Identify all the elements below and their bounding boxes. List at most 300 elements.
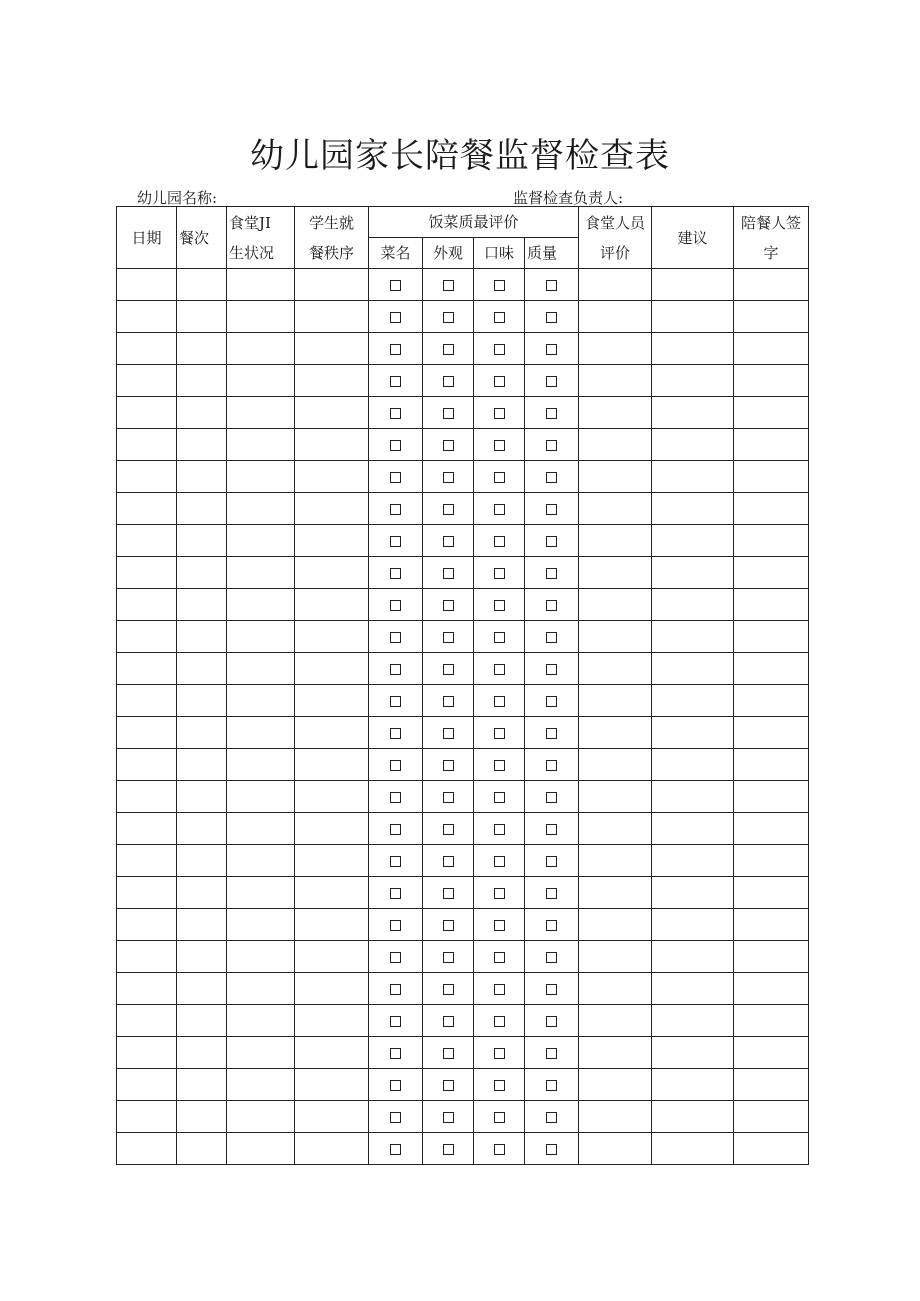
appearance-checkbox[interactable] <box>443 1112 454 1123</box>
taste-checkbox[interactable] <box>494 408 505 419</box>
staff-evaluation-cell[interactable] <box>579 429 652 461</box>
date-cell[interactable] <box>117 877 177 909</box>
meal-cell[interactable] <box>177 493 227 525</box>
meal-cell[interactable] <box>177 525 227 557</box>
appearance-checkbox[interactable] <box>443 952 454 963</box>
meal-cell[interactable] <box>177 877 227 909</box>
taste-checkbox[interactable] <box>494 632 505 643</box>
signature-cell[interactable] <box>734 461 809 493</box>
quality-checkbox[interactable] <box>546 568 557 579</box>
date-cell[interactable] <box>117 1133 177 1165</box>
signature-cell[interactable] <box>734 877 809 909</box>
staff-evaluation-cell[interactable] <box>579 909 652 941</box>
canteen-hygiene-cell[interactable] <box>227 589 295 621</box>
staff-evaluation-cell[interactable] <box>579 781 652 813</box>
suggestion-cell[interactable] <box>652 781 734 813</box>
dish-name-checkbox[interactable] <box>390 1080 401 1091</box>
suggestion-cell[interactable] <box>652 1069 734 1101</box>
dish-name-checkbox[interactable] <box>390 888 401 899</box>
quality-checkbox[interactable] <box>546 1048 557 1059</box>
canteen-hygiene-cell[interactable] <box>227 717 295 749</box>
taste-checkbox[interactable] <box>494 984 505 995</box>
canteen-hygiene-cell[interactable] <box>227 397 295 429</box>
canteen-hygiene-cell[interactable] <box>227 525 295 557</box>
quality-checkbox[interactable] <box>546 632 557 643</box>
staff-evaluation-cell[interactable] <box>579 941 652 973</box>
suggestion-cell[interactable] <box>652 269 734 301</box>
canteen-hygiene-cell[interactable] <box>227 909 295 941</box>
dining-order-cell[interactable] <box>295 813 369 845</box>
dining-order-cell[interactable] <box>295 1037 369 1069</box>
staff-evaluation-cell[interactable] <box>579 973 652 1005</box>
meal-cell[interactable] <box>177 653 227 685</box>
appearance-checkbox[interactable] <box>443 984 454 995</box>
quality-checkbox[interactable] <box>546 312 557 323</box>
canteen-hygiene-cell[interactable] <box>227 365 295 397</box>
signature-cell[interactable] <box>734 1069 809 1101</box>
appearance-checkbox[interactable] <box>443 760 454 771</box>
dining-order-cell[interactable] <box>295 493 369 525</box>
signature-cell[interactable] <box>734 1037 809 1069</box>
date-cell[interactable] <box>117 301 177 333</box>
staff-evaluation-cell[interactable] <box>579 589 652 621</box>
dining-order-cell[interactable] <box>295 333 369 365</box>
taste-checkbox[interactable] <box>494 472 505 483</box>
signature-cell[interactable] <box>734 781 809 813</box>
dining-order-cell[interactable] <box>295 589 369 621</box>
dining-order-cell[interactable] <box>295 461 369 493</box>
dish-name-checkbox[interactable] <box>390 1112 401 1123</box>
appearance-checkbox[interactable] <box>443 344 454 355</box>
date-cell[interactable] <box>117 941 177 973</box>
date-cell[interactable] <box>117 397 177 429</box>
appearance-checkbox[interactable] <box>443 376 454 387</box>
appearance-checkbox[interactable] <box>443 824 454 835</box>
quality-checkbox[interactable] <box>546 696 557 707</box>
appearance-checkbox[interactable] <box>443 696 454 707</box>
dining-order-cell[interactable] <box>295 557 369 589</box>
staff-evaluation-cell[interactable] <box>579 365 652 397</box>
canteen-hygiene-cell[interactable] <box>227 1133 295 1165</box>
quality-checkbox[interactable] <box>546 344 557 355</box>
meal-cell[interactable] <box>177 781 227 813</box>
signature-cell[interactable] <box>734 525 809 557</box>
staff-evaluation-cell[interactable] <box>579 1037 652 1069</box>
staff-evaluation-cell[interactable] <box>579 1133 652 1165</box>
taste-checkbox[interactable] <box>494 504 505 515</box>
suggestion-cell[interactable] <box>652 653 734 685</box>
canteen-hygiene-cell[interactable] <box>227 1005 295 1037</box>
meal-cell[interactable] <box>177 397 227 429</box>
canteen-hygiene-cell[interactable] <box>227 845 295 877</box>
taste-checkbox[interactable] <box>494 664 505 675</box>
quality-checkbox[interactable] <box>546 952 557 963</box>
taste-checkbox[interactable] <box>494 600 505 611</box>
dish-name-checkbox[interactable] <box>390 760 401 771</box>
dining-order-cell[interactable] <box>295 941 369 973</box>
canteen-hygiene-cell[interactable] <box>227 1069 295 1101</box>
staff-evaluation-cell[interactable] <box>579 525 652 557</box>
appearance-checkbox[interactable] <box>443 792 454 803</box>
suggestion-cell[interactable] <box>652 973 734 1005</box>
dish-name-checkbox[interactable] <box>390 952 401 963</box>
staff-evaluation-cell[interactable] <box>579 269 652 301</box>
suggestion-cell[interactable] <box>652 621 734 653</box>
quality-checkbox[interactable] <box>546 728 557 739</box>
quality-checkbox[interactable] <box>546 1016 557 1027</box>
appearance-checkbox[interactable] <box>443 920 454 931</box>
dish-name-checkbox[interactable] <box>390 440 401 451</box>
meal-cell[interactable] <box>177 333 227 365</box>
appearance-checkbox[interactable] <box>443 536 454 547</box>
signature-cell[interactable] <box>734 941 809 973</box>
quality-checkbox[interactable] <box>546 280 557 291</box>
appearance-checkbox[interactable] <box>443 632 454 643</box>
appearance-checkbox[interactable] <box>443 728 454 739</box>
meal-cell[interactable] <box>177 365 227 397</box>
quality-checkbox[interactable] <box>546 856 557 867</box>
signature-cell[interactable] <box>734 1133 809 1165</box>
dish-name-checkbox[interactable] <box>390 632 401 643</box>
dish-name-checkbox[interactable] <box>390 1016 401 1027</box>
canteen-hygiene-cell[interactable] <box>227 1037 295 1069</box>
appearance-checkbox[interactable] <box>443 888 454 899</box>
signature-cell[interactable] <box>734 653 809 685</box>
meal-cell[interactable] <box>177 1005 227 1037</box>
suggestion-cell[interactable] <box>652 1005 734 1037</box>
suggestion-cell[interactable] <box>652 333 734 365</box>
canteen-hygiene-cell[interactable] <box>227 1101 295 1133</box>
taste-checkbox[interactable] <box>494 536 505 547</box>
appearance-checkbox[interactable] <box>443 600 454 611</box>
canteen-hygiene-cell[interactable] <box>227 653 295 685</box>
signature-cell[interactable] <box>734 717 809 749</box>
appearance-checkbox[interactable] <box>443 440 454 451</box>
dish-name-checkbox[interactable] <box>390 792 401 803</box>
canteen-hygiene-cell[interactable] <box>227 557 295 589</box>
dining-order-cell[interactable] <box>295 365 369 397</box>
dining-order-cell[interactable] <box>295 653 369 685</box>
suggestion-cell[interactable] <box>652 941 734 973</box>
taste-checkbox[interactable] <box>494 920 505 931</box>
appearance-checkbox[interactable] <box>443 504 454 515</box>
quality-checkbox[interactable] <box>546 376 557 387</box>
signature-cell[interactable] <box>734 493 809 525</box>
meal-cell[interactable] <box>177 429 227 461</box>
quality-checkbox[interactable] <box>546 408 557 419</box>
canteen-hygiene-cell[interactable] <box>227 685 295 717</box>
signature-cell[interactable] <box>734 909 809 941</box>
signature-cell[interactable] <box>734 813 809 845</box>
date-cell[interactable] <box>117 269 177 301</box>
date-cell[interactable] <box>117 525 177 557</box>
date-cell[interactable] <box>117 333 177 365</box>
date-cell[interactable] <box>117 1005 177 1037</box>
dish-name-checkbox[interactable] <box>390 696 401 707</box>
quality-checkbox[interactable] <box>546 536 557 547</box>
dish-name-checkbox[interactable] <box>390 312 401 323</box>
suggestion-cell[interactable] <box>652 365 734 397</box>
dining-order-cell[interactable] <box>295 621 369 653</box>
canteen-hygiene-cell[interactable] <box>227 813 295 845</box>
dish-name-checkbox[interactable] <box>390 344 401 355</box>
suggestion-cell[interactable] <box>652 845 734 877</box>
appearance-checkbox[interactable] <box>443 408 454 419</box>
dish-name-checkbox[interactable] <box>390 472 401 483</box>
quality-checkbox[interactable] <box>546 824 557 835</box>
appearance-checkbox[interactable] <box>443 1048 454 1059</box>
appearance-checkbox[interactable] <box>443 664 454 675</box>
dish-name-checkbox[interactable] <box>390 376 401 387</box>
signature-cell[interactable] <box>734 621 809 653</box>
canteen-hygiene-cell[interactable] <box>227 973 295 1005</box>
taste-checkbox[interactable] <box>494 696 505 707</box>
staff-evaluation-cell[interactable] <box>579 1005 652 1037</box>
dining-order-cell[interactable] <box>295 1101 369 1133</box>
dining-order-cell[interactable] <box>295 301 369 333</box>
dish-name-checkbox[interactable] <box>390 920 401 931</box>
canteen-hygiene-cell[interactable] <box>227 781 295 813</box>
date-cell[interactable] <box>117 1069 177 1101</box>
signature-cell[interactable] <box>734 269 809 301</box>
suggestion-cell[interactable] <box>652 589 734 621</box>
dining-order-cell[interactable] <box>295 909 369 941</box>
suggestion-cell[interactable] <box>652 1037 734 1069</box>
signature-cell[interactable] <box>734 429 809 461</box>
dining-order-cell[interactable] <box>295 525 369 557</box>
dining-order-cell[interactable] <box>295 781 369 813</box>
date-cell[interactable] <box>117 909 177 941</box>
taste-checkbox[interactable] <box>494 1112 505 1123</box>
meal-cell[interactable] <box>177 1133 227 1165</box>
meal-cell[interactable] <box>177 973 227 1005</box>
signature-cell[interactable] <box>734 333 809 365</box>
dining-order-cell[interactable] <box>295 845 369 877</box>
dining-order-cell[interactable] <box>295 973 369 1005</box>
meal-cell[interactable] <box>177 621 227 653</box>
quality-checkbox[interactable] <box>546 1080 557 1091</box>
dish-name-checkbox[interactable] <box>390 408 401 419</box>
taste-checkbox[interactable] <box>494 1048 505 1059</box>
taste-checkbox[interactable] <box>494 760 505 771</box>
signature-cell[interactable] <box>734 973 809 1005</box>
date-cell[interactable] <box>117 685 177 717</box>
quality-checkbox[interactable] <box>546 920 557 931</box>
dish-name-checkbox[interactable] <box>390 536 401 547</box>
dining-order-cell[interactable] <box>295 749 369 781</box>
date-cell[interactable] <box>117 749 177 781</box>
signature-cell[interactable] <box>734 845 809 877</box>
meal-cell[interactable] <box>177 845 227 877</box>
canteen-hygiene-cell[interactable] <box>227 301 295 333</box>
date-cell[interactable] <box>117 813 177 845</box>
staff-evaluation-cell[interactable] <box>579 1101 652 1133</box>
date-cell[interactable] <box>117 845 177 877</box>
suggestion-cell[interactable] <box>652 685 734 717</box>
suggestion-cell[interactable] <box>652 525 734 557</box>
suggestion-cell[interactable] <box>652 493 734 525</box>
staff-evaluation-cell[interactable] <box>579 301 652 333</box>
suggestion-cell[interactable] <box>652 877 734 909</box>
meal-cell[interactable] <box>177 717 227 749</box>
taste-checkbox[interactable] <box>494 888 505 899</box>
canteen-hygiene-cell[interactable] <box>227 493 295 525</box>
suggestion-cell[interactable] <box>652 461 734 493</box>
appearance-checkbox[interactable] <box>443 856 454 867</box>
taste-checkbox[interactable] <box>494 1144 505 1155</box>
taste-checkbox[interactable] <box>494 792 505 803</box>
dish-name-checkbox[interactable] <box>390 600 401 611</box>
dining-order-cell[interactable] <box>295 1133 369 1165</box>
quality-checkbox[interactable] <box>546 888 557 899</box>
canteen-hygiene-cell[interactable] <box>227 941 295 973</box>
canteen-hygiene-cell[interactable] <box>227 877 295 909</box>
suggestion-cell[interactable] <box>652 557 734 589</box>
signature-cell[interactable] <box>734 685 809 717</box>
suggestion-cell[interactable] <box>652 909 734 941</box>
suggestion-cell[interactable] <box>652 749 734 781</box>
staff-evaluation-cell[interactable] <box>579 717 652 749</box>
dish-name-checkbox[interactable] <box>390 280 401 291</box>
dish-name-checkbox[interactable] <box>390 1144 401 1155</box>
date-cell[interactable] <box>117 429 177 461</box>
staff-evaluation-cell[interactable] <box>579 749 652 781</box>
quality-checkbox[interactable] <box>546 472 557 483</box>
suggestion-cell[interactable] <box>652 429 734 461</box>
dish-name-checkbox[interactable] <box>390 664 401 675</box>
meal-cell[interactable] <box>177 813 227 845</box>
dining-order-cell[interactable] <box>295 429 369 461</box>
staff-evaluation-cell[interactable] <box>579 557 652 589</box>
dish-name-checkbox[interactable] <box>390 824 401 835</box>
suggestion-cell[interactable] <box>652 813 734 845</box>
date-cell[interactable] <box>117 653 177 685</box>
taste-checkbox[interactable] <box>494 312 505 323</box>
date-cell[interactable] <box>117 493 177 525</box>
signature-cell[interactable] <box>734 1005 809 1037</box>
date-cell[interactable] <box>117 1037 177 1069</box>
meal-cell[interactable] <box>177 589 227 621</box>
suggestion-cell[interactable] <box>652 397 734 429</box>
date-cell[interactable] <box>117 1101 177 1133</box>
staff-evaluation-cell[interactable] <box>579 845 652 877</box>
date-cell[interactable] <box>117 973 177 1005</box>
date-cell[interactable] <box>117 365 177 397</box>
quality-checkbox[interactable] <box>546 664 557 675</box>
meal-cell[interactable] <box>177 1069 227 1101</box>
staff-evaluation-cell[interactable] <box>579 461 652 493</box>
meal-cell[interactable] <box>177 749 227 781</box>
dish-name-checkbox[interactable] <box>390 984 401 995</box>
appearance-checkbox[interactable] <box>443 312 454 323</box>
canteen-hygiene-cell[interactable] <box>227 333 295 365</box>
canteen-hygiene-cell[interactable] <box>227 461 295 493</box>
staff-evaluation-cell[interactable] <box>579 813 652 845</box>
meal-cell[interactable] <box>177 685 227 717</box>
appearance-checkbox[interactable] <box>443 1144 454 1155</box>
meal-cell[interactable] <box>177 1037 227 1069</box>
taste-checkbox[interactable] <box>494 952 505 963</box>
meal-cell[interactable] <box>177 1101 227 1133</box>
quality-checkbox[interactable] <box>546 440 557 451</box>
dish-name-checkbox[interactable] <box>390 856 401 867</box>
signature-cell[interactable] <box>734 589 809 621</box>
quality-checkbox[interactable] <box>546 792 557 803</box>
taste-checkbox[interactable] <box>494 856 505 867</box>
quality-checkbox[interactable] <box>546 600 557 611</box>
signature-cell[interactable] <box>734 397 809 429</box>
canteen-hygiene-cell[interactable] <box>227 621 295 653</box>
dining-order-cell[interactable] <box>295 717 369 749</box>
dining-order-cell[interactable] <box>295 685 369 717</box>
dining-order-cell[interactable] <box>295 1069 369 1101</box>
date-cell[interactable] <box>117 589 177 621</box>
quality-checkbox[interactable] <box>546 1144 557 1155</box>
meal-cell[interactable] <box>177 557 227 589</box>
meal-cell[interactable] <box>177 301 227 333</box>
signature-cell[interactable] <box>734 365 809 397</box>
staff-evaluation-cell[interactable] <box>579 493 652 525</box>
meal-cell[interactable] <box>177 269 227 301</box>
date-cell[interactable] <box>117 461 177 493</box>
meal-cell[interactable] <box>177 909 227 941</box>
canteen-hygiene-cell[interactable] <box>227 269 295 301</box>
quality-checkbox[interactable] <box>546 760 557 771</box>
date-cell[interactable] <box>117 557 177 589</box>
dining-order-cell[interactable] <box>295 877 369 909</box>
dish-name-checkbox[interactable] <box>390 504 401 515</box>
dish-name-checkbox[interactable] <box>390 568 401 579</box>
dish-name-checkbox[interactable] <box>390 728 401 739</box>
date-cell[interactable] <box>117 621 177 653</box>
appearance-checkbox[interactable] <box>443 1080 454 1091</box>
appearance-checkbox[interactable] <box>443 280 454 291</box>
taste-checkbox[interactable] <box>494 1080 505 1091</box>
suggestion-cell[interactable] <box>652 717 734 749</box>
signature-cell[interactable] <box>734 301 809 333</box>
dining-order-cell[interactable] <box>295 1005 369 1037</box>
signature-cell[interactable] <box>734 749 809 781</box>
taste-checkbox[interactable] <box>494 1016 505 1027</box>
staff-evaluation-cell[interactable] <box>579 333 652 365</box>
taste-checkbox[interactable] <box>494 728 505 739</box>
suggestion-cell[interactable] <box>652 1133 734 1165</box>
dining-order-cell[interactable] <box>295 269 369 301</box>
taste-checkbox[interactable] <box>494 824 505 835</box>
dining-order-cell[interactable] <box>295 397 369 429</box>
staff-evaluation-cell[interactable] <box>579 685 652 717</box>
appearance-checkbox[interactable] <box>443 1016 454 1027</box>
signature-cell[interactable] <box>734 557 809 589</box>
suggestion-cell[interactable] <box>652 301 734 333</box>
date-cell[interactable] <box>117 717 177 749</box>
staff-evaluation-cell[interactable] <box>579 877 652 909</box>
canteen-hygiene-cell[interactable] <box>227 429 295 461</box>
appearance-checkbox[interactable] <box>443 568 454 579</box>
signature-cell[interactable] <box>734 1101 809 1133</box>
dish-name-checkbox[interactable] <box>390 1048 401 1059</box>
taste-checkbox[interactable] <box>494 280 505 291</box>
date-cell[interactable] <box>117 781 177 813</box>
meal-cell[interactable] <box>177 941 227 973</box>
staff-evaluation-cell[interactable] <box>579 653 652 685</box>
appearance-checkbox[interactable] <box>443 472 454 483</box>
suggestion-cell[interactable] <box>652 1101 734 1133</box>
canteen-hygiene-cell[interactable] <box>227 749 295 781</box>
quality-checkbox[interactable] <box>546 1112 557 1123</box>
staff-evaluation-cell[interactable] <box>579 1069 652 1101</box>
taste-checkbox[interactable] <box>494 376 505 387</box>
